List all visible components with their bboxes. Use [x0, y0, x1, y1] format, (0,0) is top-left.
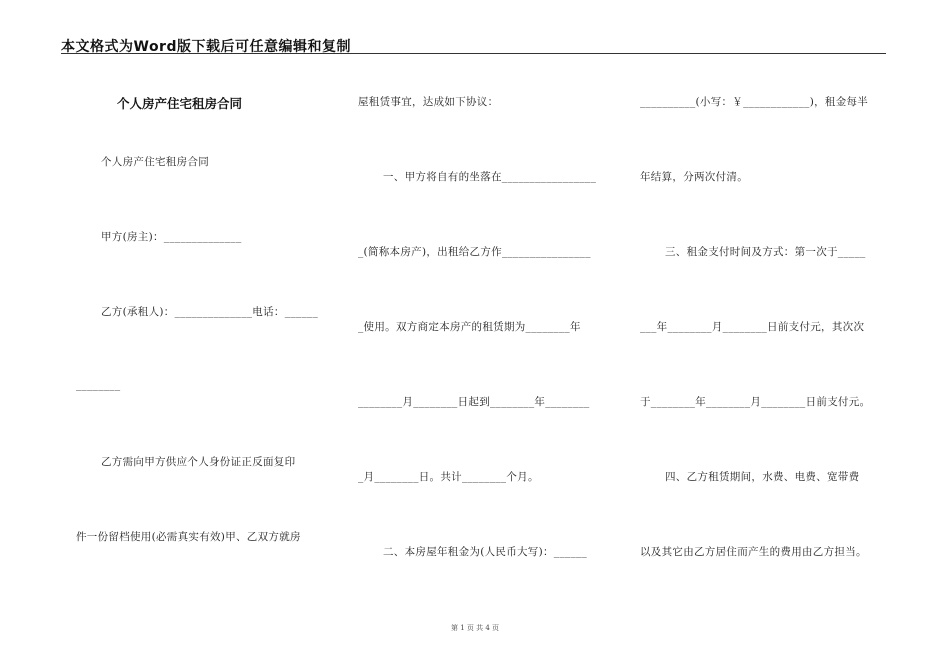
col2-line-5: ________月________日起到________年________ [358, 396, 590, 408]
col2-line-4: _使用。双方商定本房产的租赁期为________年 [358, 321, 581, 333]
col1-line-5: 乙方需向甲方供应个人身份证正反面复印 [101, 456, 296, 468]
col3-line-5: 于________年________月________日前支付元。 [640, 396, 871, 408]
header-title: 本文格式为Word版下载后可任意编辑和复制 [61, 39, 351, 55]
col1-line-4: ________ [76, 379, 121, 391]
col1-line-2: 甲方(房主)：______________ [101, 231, 242, 243]
page-number: 第 1 页 共 4 页 [450, 624, 500, 632]
col2-line-1: 屋租赁事宜，达成如下协议： [358, 96, 499, 108]
col3-line-7: 以及其它由乙方居住而产生的费用由乙方担当。 [640, 546, 867, 558]
col3-line-3: 三、租金支付时间及方式：第一次于_____ [665, 246, 866, 258]
col2-line-7: 二、本房屋年租金为(人民币大写)：______ [383, 546, 588, 558]
col2-line-2: 一、甲方将自有的坐落在_________________ [383, 171, 597, 183]
col1-line-6: 件一份留档使用(必需真实有效)甲、乙双方就房 [76, 531, 301, 543]
header-divider [61, 53, 886, 54]
col3-line-6: 四、乙方租赁期间，水费、电费、宽带费 [665, 471, 860, 483]
col1-line-1: 个人房产住宅租房合同 [101, 156, 209, 168]
col3-line-1: __________(小写：￥____________)，租金每半 [640, 96, 869, 108]
col2-line-3: _(简称本房产)，出租给乙方作________________ [358, 246, 591, 258]
col2-line-6: _月________日。共计________个月。 [358, 471, 539, 483]
col3-line-2: 年结算，分两次付清。 [640, 171, 748, 183]
col3-line-4: ___年________月________日前支付元，其次次 [640, 321, 865, 333]
document-title: 个人房产住宅租房合同 [117, 96, 243, 111]
col1-line-3: 乙方(承租人)：______________电话：______ [101, 306, 318, 318]
